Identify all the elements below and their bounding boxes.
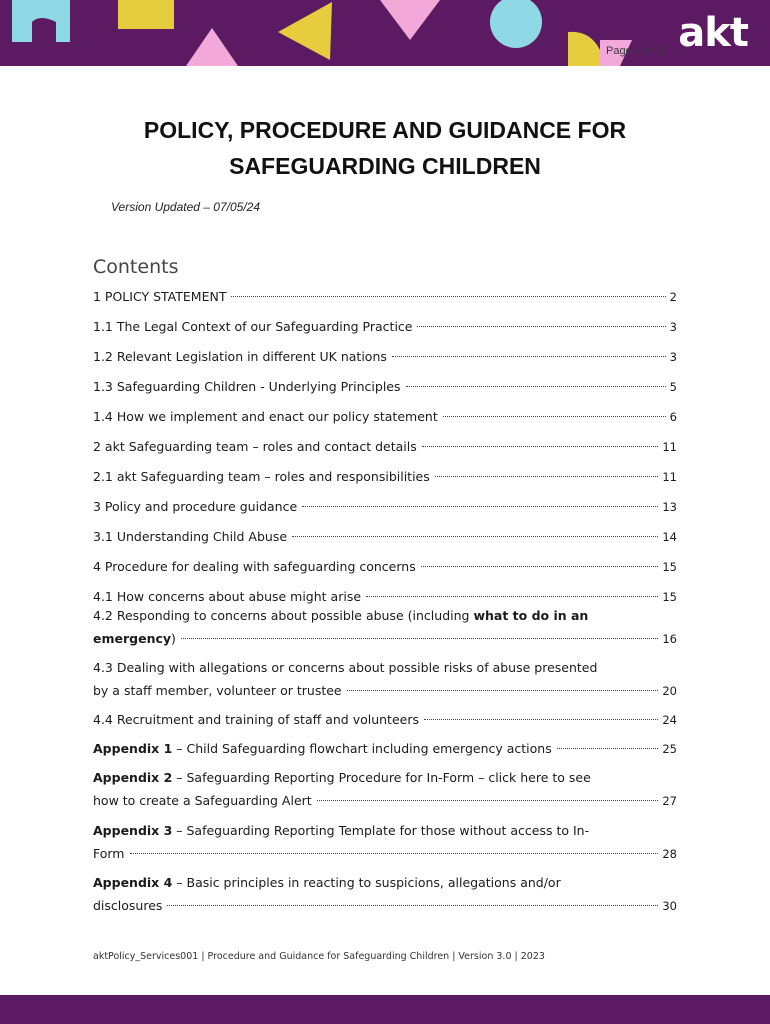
toc-page-number: 16 <box>662 632 677 646</box>
toc-text: by a staff member, volunteer or trustee <box>93 683 342 698</box>
toc-page-number: 15 <box>662 560 677 574</box>
toc-text: how to create a Safeguarding Alert <box>93 793 312 808</box>
toc-entry[interactable] <box>93 435 677 459</box>
toc-text: – Safeguarding Reporting Procedure for In-Form – click here to see <box>172 770 591 785</box>
dot-leader <box>392 356 666 357</box>
toc-entry-appendix-1[interactable] <box>93 737 677 761</box>
toc-text: 3 Policy and procedure guidance <box>93 499 298 514</box>
dot-leader <box>130 853 659 854</box>
toc-page-number: 30 <box>662 899 677 913</box>
toc-page-number: 14 <box>662 530 677 544</box>
toc-text: ) <box>171 631 176 646</box>
toc-text-bold: Appendix 2 <box>93 770 173 785</box>
dot-leader <box>417 326 665 327</box>
toc-text: 1.2 Relevant Legislation in different UK nations <box>93 349 387 364</box>
toc-entry[interactable] <box>93 465 677 489</box>
dot-leader <box>366 596 658 597</box>
toc-entry[interactable] <box>93 495 677 519</box>
toc-page-number: 13 <box>662 500 677 514</box>
dot-leader <box>422 446 659 447</box>
dot-leader <box>167 905 658 906</box>
blue-circle-shape <box>490 0 542 48</box>
version-updated: Version Updated – 07/05/24 <box>111 200 260 214</box>
toc-text: 2 akt Safeguarding team – roles and contact details <box>93 439 417 454</box>
yellow-square-shape <box>118 0 174 29</box>
footer-document-reference: aktPolicy_Services001 | Procedure and Guidance for Safeguarding Children | Version 3.0 | 2023 <box>93 951 545 962</box>
toc-text-bold: Appendix 1 <box>93 741 173 756</box>
toc-entry[interactable] <box>93 525 677 549</box>
toc-text: – Basic principles in reacting to suspicions, allegations and/or <box>172 875 561 890</box>
toc-entry[interactable] <box>93 315 677 339</box>
toc-entry-4-3[interactable] <box>93 656 677 703</box>
blue-arch-shape <box>12 0 70 42</box>
akt-logo: akt <box>678 10 748 56</box>
toc-entry[interactable] <box>93 345 677 369</box>
toc-text-bold: what to do in an <box>473 608 589 623</box>
toc-text-bold: emergency <box>93 631 172 646</box>
toc-text: disclosures <box>93 898 163 913</box>
dot-leader <box>231 296 665 297</box>
dot-leader <box>443 416 666 417</box>
toc-text: 4.3 Dealing with allegations or concerns about possible risks of abuse presented <box>93 660 598 675</box>
toc-text: 4.1 How concerns about abuse might arise <box>93 589 362 604</box>
toc-page-number: 28 <box>662 847 677 861</box>
toc-text: – Child Safeguarding flowchart including emergency actions <box>172 741 552 756</box>
toc-page-number: 3 <box>669 350 677 364</box>
page-number: Page 1 of 37 <box>606 45 669 57</box>
toc-text: 1 POLICY STATEMENT <box>93 289 227 304</box>
title-line-1: POLICY, PROCEDURE AND GUIDANCE FOR <box>143 117 627 143</box>
toc-text: 3.1 Understanding Child Abuse <box>93 529 288 544</box>
yellow-half-circle-shape <box>568 32 602 66</box>
toc-page-number: 24 <box>662 713 677 727</box>
dot-leader <box>292 536 658 537</box>
toc-page-number: 27 <box>662 794 677 808</box>
toc-text: Form <box>93 846 125 861</box>
page-footer-banner <box>0 995 770 1024</box>
pink-triangle-shape <box>186 28 238 66</box>
dot-leader <box>557 748 659 749</box>
toc-entry[interactable] <box>93 285 677 309</box>
toc-entry[interactable] <box>93 555 677 579</box>
toc-page-number: 3 <box>669 320 677 334</box>
toc-text: 1.1 The Legal Context of our Safeguarding Practice <box>93 319 413 334</box>
toc-page-number: 2 <box>669 290 677 304</box>
dot-leader <box>317 800 659 801</box>
title-line-2: SAFEGUARDING CHILDREN <box>229 153 541 179</box>
dot-leader <box>406 386 666 387</box>
toc-text: 4.2 Responding to concerns about possible abuse (including <box>93 608 474 623</box>
dot-leader <box>435 476 659 477</box>
toc-entry-appendix-2[interactable] <box>93 766 677 813</box>
toc-entry-appendix-4[interactable] <box>93 871 677 918</box>
toc-text: 1.3 Safeguarding Children - Underlying Principles <box>93 379 401 394</box>
toc-page-number: 6 <box>669 410 677 424</box>
toc-entry[interactable] <box>93 405 677 429</box>
dot-leader <box>302 506 658 507</box>
page-header-banner <box>0 0 770 66</box>
dot-leader <box>347 690 659 691</box>
toc-page-number: 20 <box>662 684 677 698</box>
toc-page-number: 11 <box>662 440 677 454</box>
toc-text: 2.1 akt Safeguarding team – roles and responsibilities <box>93 469 430 484</box>
pink-down-triangle-shape <box>380 0 440 40</box>
toc-page-number: 11 <box>662 470 677 484</box>
toc-text-bold: Appendix 3 <box>93 823 173 838</box>
toc-page-number: 5 <box>669 380 677 394</box>
toc-text: 4 Procedure for dealing with safeguarding concerns <box>93 559 416 574</box>
document-title <box>0 112 770 184</box>
toc-page-number: 25 <box>662 742 677 756</box>
yellow-triangle-shape <box>278 2 332 60</box>
toc-text: 1.4 How we implement and enact our policy statement <box>93 409 438 424</box>
toc-entry-4-4[interactable] <box>93 708 677 732</box>
toc-entry[interactable] <box>93 375 677 399</box>
toc-entry-appendix-3[interactable] <box>93 819 677 866</box>
table-of-contents <box>93 285 677 913</box>
dot-leader <box>181 638 658 639</box>
contents-heading: Contents <box>93 256 179 278</box>
toc-text: 4.4 Recruitment and training of staff and volunteers <box>93 712 419 727</box>
dot-leader <box>424 719 658 720</box>
toc-page-number: 15 <box>662 590 677 604</box>
toc-text-bold: Appendix 4 <box>93 875 173 890</box>
dot-leader <box>421 566 659 567</box>
toc-text: – Safeguarding Reporting Template for those without access to In- <box>172 823 590 838</box>
toc-entry-4-2[interactable] <box>93 604 677 651</box>
